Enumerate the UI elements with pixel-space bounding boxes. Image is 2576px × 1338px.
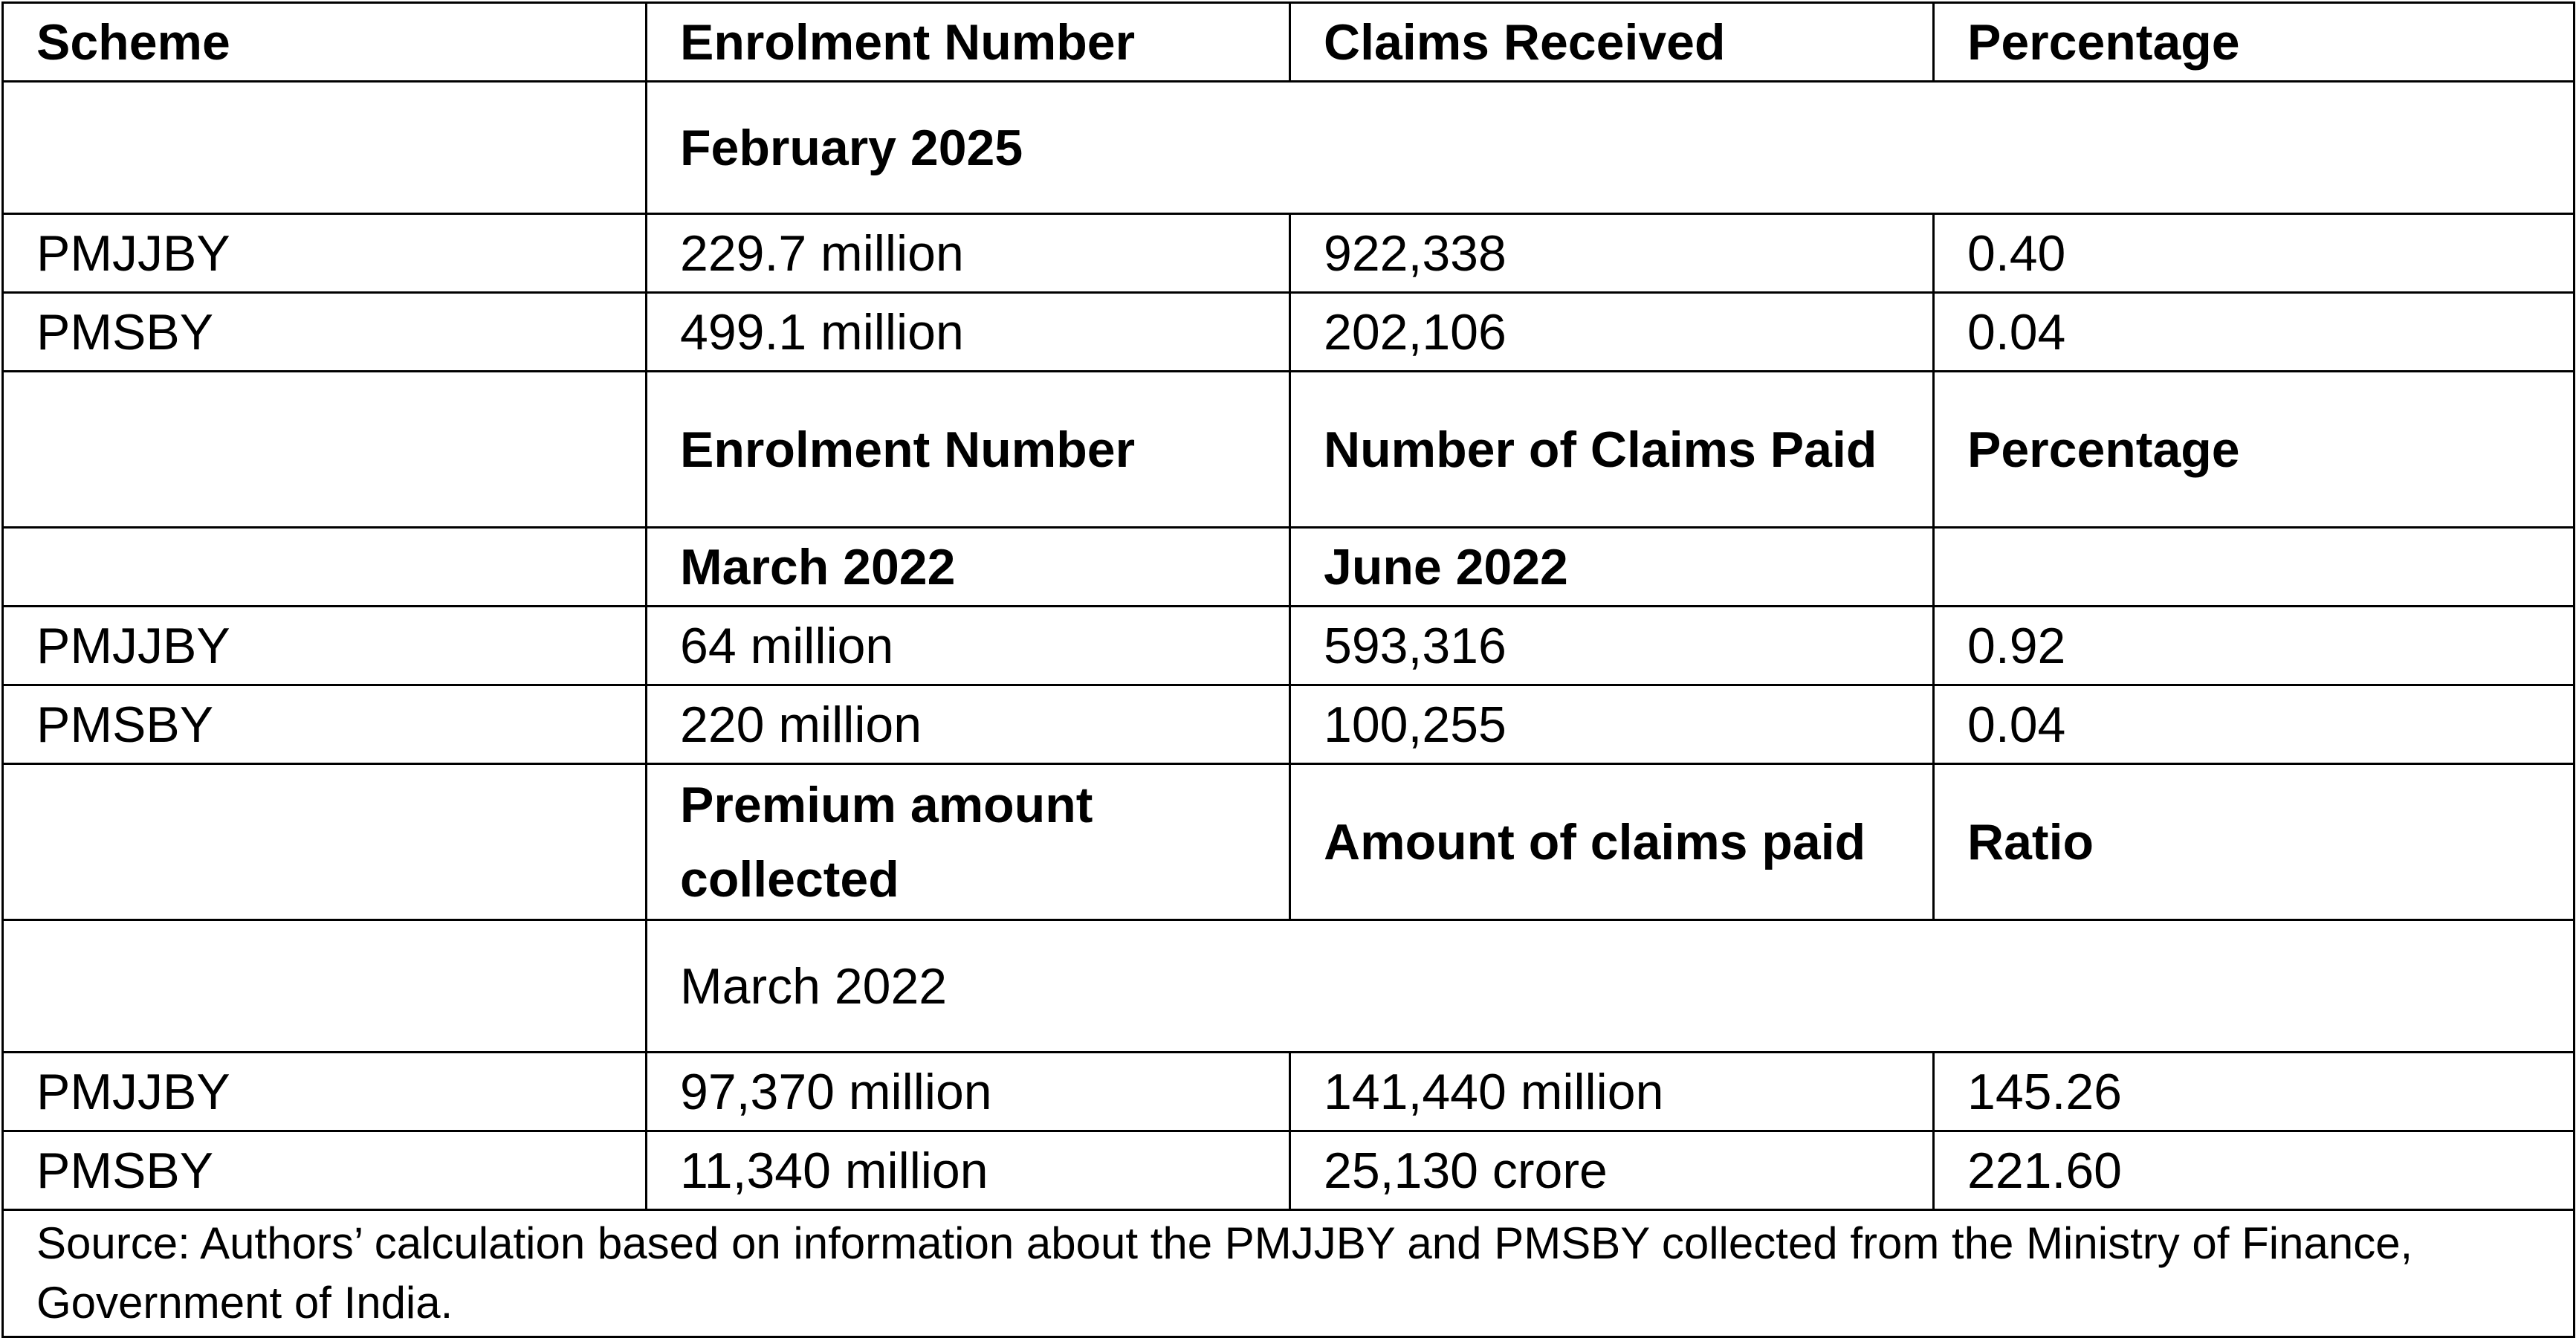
claims-table — [1, 1, 2575, 1338]
table-row — [3, 293, 2575, 372]
section2-col-percentage: Percentage — [1934, 372, 2575, 528]
section1-period-row — [3, 82, 2575, 214]
section2-period-enrolment: March 2022 — [647, 528, 1290, 607]
header-percentage: Percentage — [1934, 3, 2575, 82]
claims-cell: 100,255 — [1290, 685, 1934, 764]
section3-period-row — [3, 920, 2575, 1053]
premium-cell: 97,370 million — [647, 1053, 1290, 1131]
section2-period-claims: June 2022 — [1290, 528, 1934, 607]
table-row — [3, 607, 2575, 685]
ratio-cell: 145.26 — [1934, 1053, 2575, 1131]
section3-header-row — [3, 764, 2575, 920]
enrolment-cell: 499.1 million — [647, 293, 1290, 372]
empty-cell — [1934, 528, 2575, 607]
section2-header-row — [3, 372, 2575, 528]
header-scheme: Scheme — [3, 3, 647, 82]
empty-cell — [3, 764, 647, 920]
empty-cell — [3, 528, 647, 607]
enrolment-cell: 229.7 million — [647, 214, 1290, 293]
ratio-cell: 221.60 — [1934, 1131, 2575, 1210]
scheme-cell: PMJJBY — [3, 607, 647, 685]
enrolment-cell: 220 million — [647, 685, 1290, 764]
section2-col-enrolment: Enrolment Number — [647, 372, 1290, 528]
table-row — [3, 1131, 2575, 1210]
section1-period: February 2025 — [647, 82, 2575, 214]
enrolment-cell: 64 million — [647, 607, 1290, 685]
percentage-cell: 0.92 — [1934, 607, 2575, 685]
scheme-cell: PMSBY — [3, 1131, 647, 1210]
section3-col-claims-amount: Amount of claims paid — [1290, 764, 1934, 920]
empty-cell — [3, 82, 647, 214]
claims-cell: 202,106 — [1290, 293, 1934, 372]
claims-amount-cell: 25,130 crore — [1290, 1131, 1934, 1210]
table-row — [3, 1053, 2575, 1131]
percentage-cell: 0.04 — [1934, 293, 2575, 372]
claims-cell: 922,338 — [1290, 214, 1934, 293]
table-row — [3, 214, 2575, 293]
empty-cell — [3, 920, 647, 1053]
scheme-cell: PMJJBY — [3, 1053, 647, 1131]
section2-period-row — [3, 528, 2575, 607]
section3-col-ratio: Ratio — [1934, 764, 2575, 920]
header-enrolment: Enrolment Number — [647, 3, 1290, 82]
section3-period: March 2022 — [647, 920, 2575, 1053]
header-row — [3, 3, 2575, 82]
source-note: Source: Authors’ calculation based on information about the PMJJBY and PMSBY collected from the Ministry of Finance, Government of India. — [3, 1210, 2575, 1337]
source-row — [3, 1210, 2575, 1337]
claims-cell: 593,316 — [1290, 607, 1934, 685]
percentage-cell: 0.40 — [1934, 214, 2575, 293]
table-row — [3, 685, 2575, 764]
claims-amount-cell: 141,440 million — [1290, 1053, 1934, 1131]
premium-cell: 11,340 million — [647, 1131, 1290, 1210]
scheme-cell: PMSBY — [3, 293, 647, 372]
percentage-cell: 0.04 — [1934, 685, 2575, 764]
scheme-cell: PMJJBY — [3, 214, 647, 293]
section2-col-claims-paid: Number of Claims Paid — [1290, 372, 1934, 528]
section3-col-premium: Premium amount collected — [647, 764, 1290, 920]
empty-cell — [3, 372, 647, 528]
scheme-cell: PMSBY — [3, 685, 647, 764]
header-claims: Claims Received — [1290, 3, 1934, 82]
